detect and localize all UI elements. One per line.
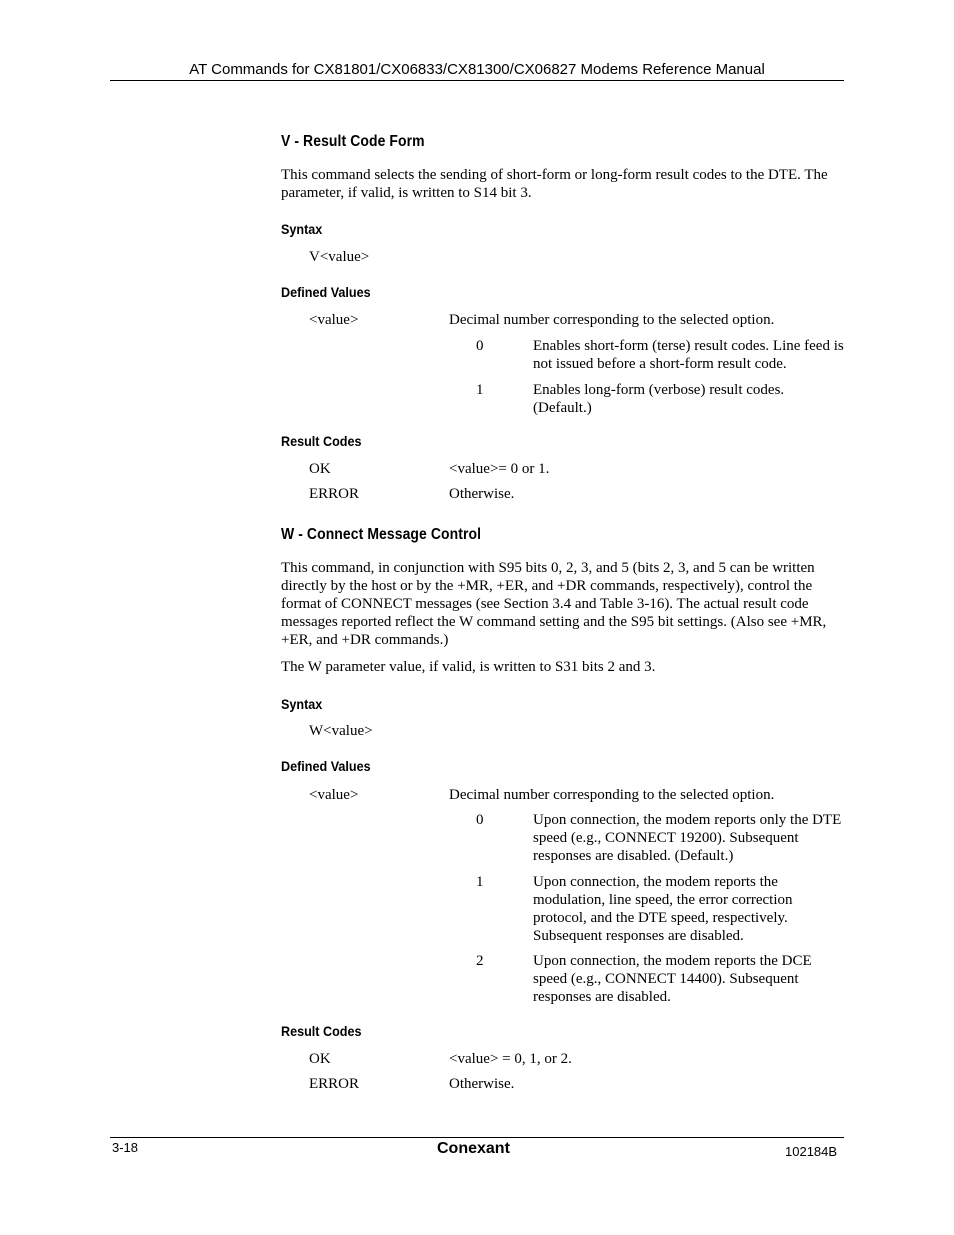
w-result-description: Otherwise. bbox=[449, 1076, 515, 1092]
w-option-description: Upon connection, the modem reports the modulation, line speed, the error correction protocol, and the DTE speed, respectively. Subsequent responses are disabled. bbox=[533, 874, 793, 944]
v-syntax-text: V<value> bbox=[309, 249, 370, 265]
w-intro-paragraph: This command, in conjunction with S95 bits 0, 2, 3, and 5 (bits 2, 3, and 5 can be written directly by the host or by the +MR, +ER, and +DR commands, respectively), control the format of CONNECT messages (see Section 3.4 and Table 3-16). The actual result code messages reported reflect the W command setting and the S95 bit settings. (Also see +MR, +ER, and +DR commands.) bbox=[281, 560, 827, 648]
v-option-number: 0 bbox=[476, 338, 484, 354]
w-result-code: OK bbox=[309, 1051, 331, 1067]
w-option-number: 1 bbox=[476, 874, 484, 890]
running-header: AT Commands for CX81801/CX06833/CX81300/CX06827 Modems Reference Manual bbox=[189, 61, 765, 78]
w-syntax-text: W<value> bbox=[309, 723, 373, 739]
w-option-number: 2 bbox=[476, 953, 484, 969]
v-option-description: Enables short-form (terse) result codes. Line feed is not issued before a short-form result code. bbox=[533, 338, 844, 372]
v-defined-values-heading: Defined Values bbox=[281, 284, 371, 300]
w-option-description: Upon connection, the modem reports the DCE speed (e.g., CONNECT 14400). Subsequent responses are disabled. bbox=[533, 953, 812, 1005]
document-number: 102184B bbox=[785, 1144, 838, 1159]
w-value-description: Decimal number corresponding to the selected option. bbox=[449, 787, 775, 803]
v-value-description: Decimal number corresponding to the selected option. bbox=[449, 312, 775, 328]
v-result-code: OK bbox=[309, 461, 331, 477]
w-note-paragraph: The W parameter value, if valid, is written to S31 bits 2 and 3. bbox=[281, 659, 656, 675]
v-value-label: <value> bbox=[309, 312, 359, 328]
section-heading-v: V - Result Code Form bbox=[281, 133, 425, 150]
v-result-description: Otherwise. bbox=[449, 486, 515, 502]
v-option-description: Enables long-form (verbose) result codes. (Default.) bbox=[533, 382, 785, 416]
w-result-description: <value> = 0, 1, or 2. bbox=[449, 1051, 572, 1067]
section-heading-w: W - Connect Message Control bbox=[281, 526, 482, 543]
w-defined-values-heading: Defined Values bbox=[281, 758, 371, 774]
footer-rule bbox=[110, 1137, 844, 1138]
w-value-label: <value> bbox=[309, 787, 359, 803]
w-option-description: Upon connection, the modem reports only the DTE speed (e.g., CONNECT 19200). Subsequent responses are disabled. (Default.) bbox=[533, 812, 842, 864]
header-rule bbox=[110, 80, 844, 81]
w-result-code: ERROR bbox=[309, 1076, 360, 1092]
v-result-code: ERROR bbox=[309, 486, 360, 502]
w-result-codes-heading: Result Codes bbox=[281, 1023, 362, 1039]
v-option-number: 1 bbox=[476, 382, 484, 398]
page-number: 3-18 bbox=[112, 1140, 139, 1155]
v-syntax-heading: Syntax bbox=[281, 221, 323, 237]
v-intro-paragraph: This command selects the sending of short-form or long-form result codes to the DTE. The parameter, if valid, is written to S14 bit 3. bbox=[281, 167, 828, 201]
brand-name: Conexant bbox=[437, 1140, 510, 1157]
w-option-number: 0 bbox=[476, 812, 484, 828]
v-result-codes-heading: Result Codes bbox=[281, 433, 362, 449]
w-syntax-heading: Syntax bbox=[281, 696, 323, 712]
v-result-description: <value>= 0 or 1. bbox=[449, 461, 550, 477]
